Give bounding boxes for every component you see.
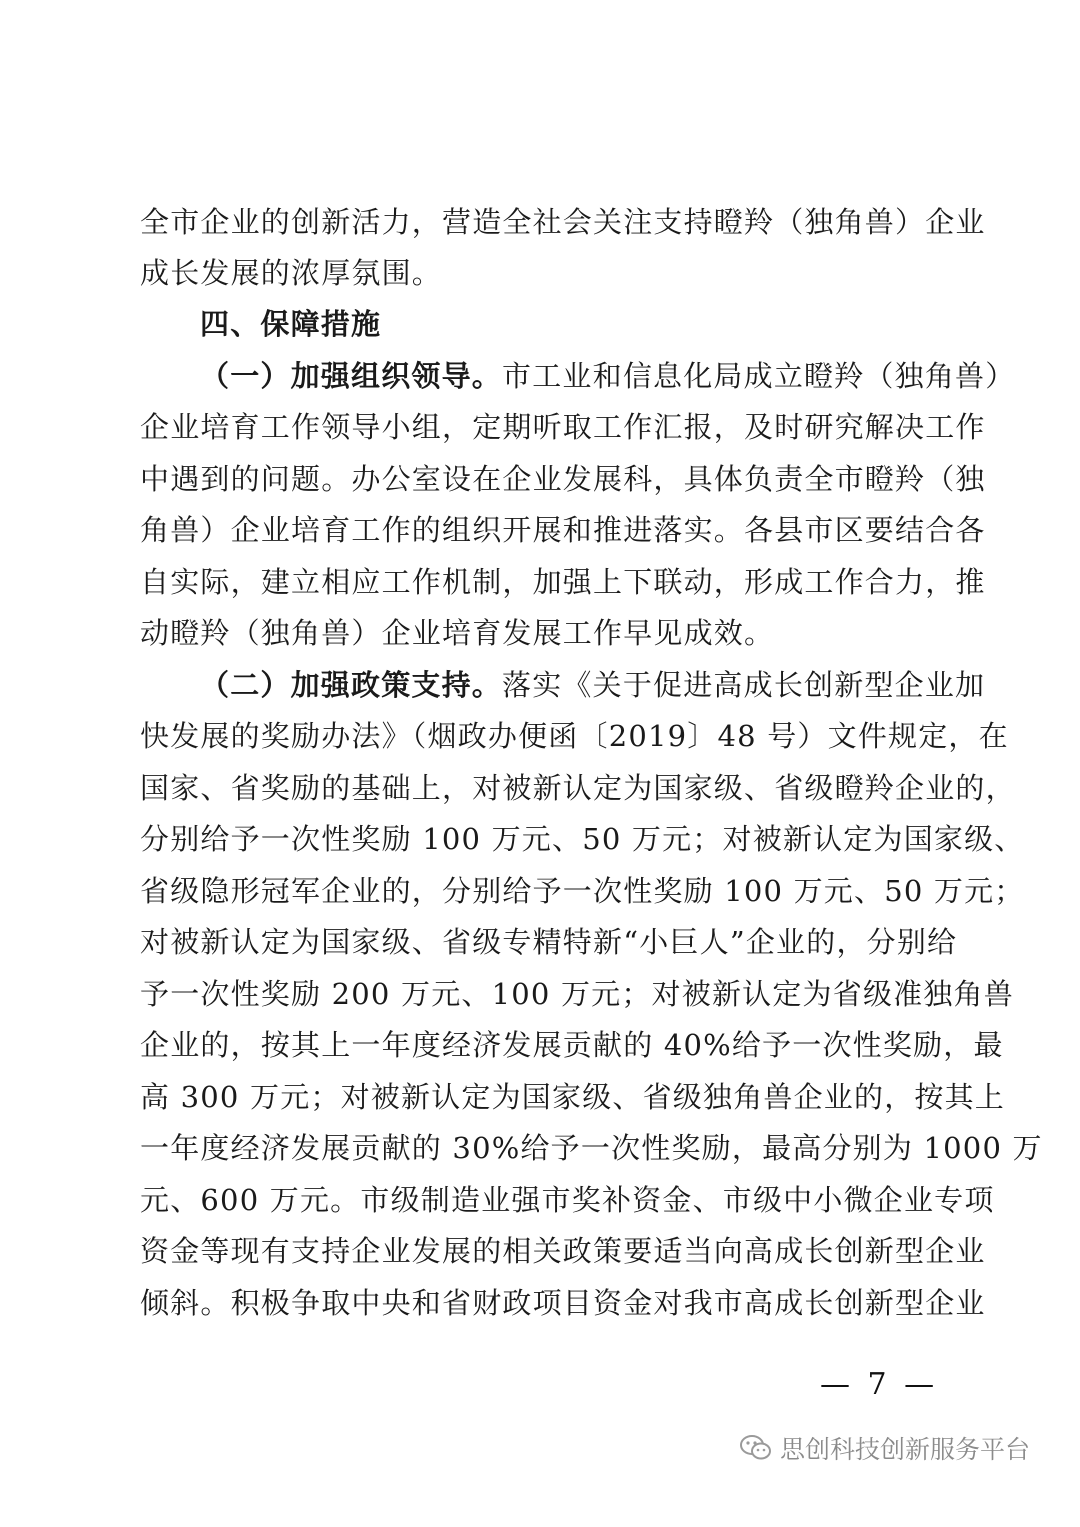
body-line: 全市企业的创新活力，营造全社会关注支持瞪羚（独角兽）企业 <box>140 205 986 239</box>
body-line: 角兽）企业培育工作的组织开展和推进落实。各县市区要结合各 <box>140 513 986 547</box>
wechat-watermark <box>740 1428 1030 1468</box>
page-number: — 7 — <box>820 1367 939 1402</box>
body-line: 倾斜。积极争取中央和省财政项目资金对我市高成长创新型企业 <box>140 1286 986 1320</box>
body-line: 省级隐形冠军企业的，分别给予一次性奖励 100 万元、50 万元； <box>140 874 1025 908</box>
paragraph-1-first-line <box>200 356 1016 396</box>
paragraph-2-first-line <box>200 665 986 705</box>
body-line: 分别给予一次性奖励 100 万元、50 万元；对被新认定为国家级、 <box>140 822 1025 856</box>
paragraph-2-first-line-rest: 落实《关于促进高成长创新型企业加 <box>502 668 986 702</box>
body-line: 中遇到的问题。办公室设在企业发展科，具体负责全市瞪羚（独 <box>140 462 986 496</box>
body-line: 高 300 万元；对被新认定为国家级、省级独角兽企业的，按其上 <box>140 1080 1005 1114</box>
body-line: 资金等现有支持企业发展的相关政策要适当向高成长创新型企业 <box>140 1234 986 1268</box>
body-line: 国家、省奖励的基础上，对被新认定为国家级、省级瞪羚企业的， <box>140 771 1016 805</box>
paragraph-1-lead: （一）加强组织领导。 <box>200 359 503 393</box>
body-line: 快发展的奖励办法》（烟政办便函〔2019〕48 号）文件规定，在 <box>140 719 1009 753</box>
body-line: 企业的，按其上一年度经济发展贡献的 40%给予一次性奖励，最 <box>140 1028 1004 1062</box>
paragraph-1-first-line-rest: 市工业和信息化局成立瞪羚（独角兽） <box>502 359 1016 393</box>
watermark-text: 思创科技创新服务平台 <box>780 1435 1031 1464</box>
body-line: 自实际，建立相应工作机制，加强上下联动，形成工作合力，推 <box>140 565 986 599</box>
body-line: 一年度经济发展贡献的 30%给予一次性奖励，最高分别为 1000 万 <box>140 1131 1043 1165</box>
body-line: 动瞪羚（独角兽）企业培育发展工作早见成效。 <box>140 616 775 650</box>
body-line: 元、600 万元。市级制造业强市奖补资金、市级中小微企业专项 <box>140 1183 995 1217</box>
body-line: 企业培育工作领导小组，定期听取工作汇报，及时研究解决工作 <box>140 410 986 444</box>
section-heading: 四、保障措施 <box>200 307 382 341</box>
body-line: 予一次性奖励 200 万元、100 万元；对被新认定为省级准独角兽 <box>140 977 1014 1011</box>
wechat-icon <box>740 1434 772 1462</box>
paragraph-2-lead: （二）加强政策支持。 <box>200 668 503 702</box>
body-line: 对被新认定为国家级、省级专精特新“小巨人”企业的，分别给 <box>140 925 958 959</box>
body-line: 成长发展的浓厚氛围。 <box>140 256 443 290</box>
